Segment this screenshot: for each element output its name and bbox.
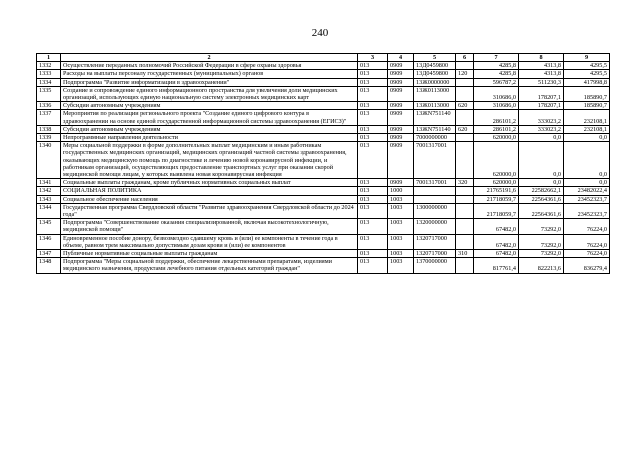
target-article-code: 13Д0459800 — [414, 70, 456, 78]
row-number: 1338 — [37, 125, 61, 133]
amount-year-1: 620000,0 — [474, 142, 519, 179]
item-name: Расходы на выплаты персоналу государственных (муниципальных) органов — [61, 70, 358, 78]
table-row — [37, 86, 610, 101]
table-body — [37, 54, 610, 274]
ministry-code: 013 — [358, 134, 388, 142]
page-number: 240 — [311, 27, 329, 39]
section-code: 0909 — [388, 70, 414, 78]
table-row — [37, 102, 610, 110]
table-row — [37, 195, 610, 203]
section-code: 1003 — [388, 203, 414, 218]
table-row — [37, 187, 610, 195]
amount-year-2: 0,0 — [519, 142, 564, 179]
amount-year-1: 286101,2 — [474, 110, 519, 125]
amount-year-3: 185890,7 — [564, 86, 610, 101]
row-number: 1348 — [37, 258, 61, 273]
amount-year-1: 310686,0 — [474, 102, 519, 110]
section-code: 0909 — [388, 142, 414, 179]
expense-type-code: 120 — [456, 70, 474, 78]
row-number: 1342 — [37, 187, 61, 195]
amount-year-1: 817761,4 — [474, 258, 519, 273]
table-row — [37, 250, 610, 258]
expense-type-code — [456, 187, 474, 195]
amount-year-1: 310686,0 — [474, 86, 519, 101]
ministry-code: 013 — [358, 219, 388, 234]
item-name: Осуществление переданных полномочий Российской Федерации в сфере охраны здоровья — [61, 62, 358, 70]
target-article-code: 1370000000 — [414, 258, 456, 273]
amount-year-2: 511230,3 — [519, 78, 564, 86]
section-code: 0909 — [388, 78, 414, 86]
ministry-code: 013 — [358, 258, 388, 273]
amount-year-3: 0,0 — [564, 134, 610, 142]
amount-year-2: 22564361,6 — [519, 195, 564, 203]
section-code: 0909 — [388, 102, 414, 110]
table-row — [37, 219, 610, 234]
section-code: 1003 — [388, 195, 414, 203]
amount-year-3: 76224,0 — [564, 219, 610, 234]
amount-year-3: 417998,8 — [564, 78, 610, 86]
target-article-code — [414, 195, 456, 203]
ministry-code: 013 — [358, 125, 388, 133]
header-cell: 3 — [358, 54, 388, 62]
table-row — [37, 62, 610, 70]
header-cell: 8 — [519, 54, 564, 62]
ministry-code: 013 — [358, 86, 388, 101]
amount-year-1: 67482,0 — [474, 234, 519, 249]
item-name: Создание и сопровождение единого информационного пространства для увеличения доли медицинских организаций, использующих единую национальную систему электронных медицинских карт — [61, 86, 358, 101]
expense-type-code — [456, 195, 474, 203]
item-name: Социальные выплаты гражданам, кроме публичных нормативных социальных выплат — [61, 179, 358, 187]
ministry-code: 013 — [358, 70, 388, 78]
amount-year-1: 596787,2 — [474, 78, 519, 86]
target-article-code: 13Ж0113000 — [414, 102, 456, 110]
table-row — [37, 78, 610, 86]
expense-type-code — [456, 110, 474, 125]
expense-type-code — [456, 142, 474, 179]
amount-year-2: 73292,0 — [519, 234, 564, 249]
table-row — [37, 70, 610, 78]
amount-year-3: 4295,5 — [564, 62, 610, 70]
expense-type-code — [456, 219, 474, 234]
expense-type-code: 620 — [456, 125, 474, 133]
amount-year-2: 333023,2 — [519, 110, 564, 125]
row-number: 1339 — [37, 134, 61, 142]
target-article-code: 7001317001 — [414, 142, 456, 179]
row-number: 1333 — [37, 70, 61, 78]
section-code: 1003 — [388, 250, 414, 258]
amount-year-2: 4313,8 — [519, 70, 564, 78]
amount-year-3: 4295,5 — [564, 70, 610, 78]
item-name: Подпрограмма "Развитие информатизации в здравоохранении" — [61, 78, 358, 86]
table-row — [37, 134, 610, 142]
amount-year-1: 21718059,7 — [474, 195, 519, 203]
expense-type-code — [456, 234, 474, 249]
amount-year-3: 23482022,4 — [564, 187, 610, 195]
amount-year-2: 178207,1 — [519, 102, 564, 110]
amount-year-1: 620000,0 — [474, 179, 519, 187]
expense-type-code: 320 — [456, 179, 474, 187]
row-number: 1347 — [37, 250, 61, 258]
amount-year-1: 67482,0 — [474, 219, 519, 234]
amount-year-2: 333023,2 — [519, 125, 564, 133]
section-code: 1003 — [388, 234, 414, 249]
item-name: Подпрограмма "Совершенствование оказания специализированной, включая высокотехнологичную, медицинской помощи" — [61, 219, 358, 234]
ministry-code: 013 — [358, 234, 388, 249]
amount-year-2: 4313,8 — [519, 62, 564, 70]
ministry-code: 013 — [358, 78, 388, 86]
amount-year-2: 73292,0 — [519, 219, 564, 234]
expense-type-code — [456, 86, 474, 101]
target-article-code — [414, 187, 456, 195]
amount-year-2: 0,0 — [519, 179, 564, 187]
amount-year-3: 76224,0 — [564, 234, 610, 249]
item-name: Субсидии автономным учреждениям — [61, 125, 358, 133]
row-number: 1336 — [37, 102, 61, 110]
item-name: Субсидии автономным учреждениям — [61, 102, 358, 110]
row-number: 1345 — [37, 219, 61, 234]
budget-table — [36, 53, 610, 274]
amount-year-3: 23452323,7 — [564, 203, 610, 218]
ministry-code: 013 — [358, 62, 388, 70]
section-code: 0909 — [388, 179, 414, 187]
amount-year-1: 21718059,7 — [474, 203, 519, 218]
target-article-code: 7000000000 — [414, 134, 456, 142]
row-number: 1332 — [37, 62, 61, 70]
amount-year-1: 67482,0 — [474, 250, 519, 258]
amount-year-3: 232108,1 — [564, 125, 610, 133]
amount-year-1: 21765191,6 — [474, 187, 519, 195]
ministry-code: 013 — [358, 179, 388, 187]
row-number: 1340 — [37, 142, 61, 179]
expense-type-code — [456, 258, 474, 273]
target-article-code: 13Д0459800 — [414, 62, 456, 70]
section-code: 1000 — [388, 187, 414, 195]
table-row — [37, 142, 610, 179]
section-code: 0909 — [388, 110, 414, 125]
item-name: Публичные нормативные социальные выплаты гражданам — [61, 250, 358, 258]
item-name: Подпрограмма "Меры социальной поддержки, обеспечение лекарственными препаратами, изделиями медицинского назначения, продуктами лечебного питания отдельных категорий граждан" — [61, 258, 358, 273]
target-article-code: 1320717000 — [414, 234, 456, 249]
amount-year-2: 822213,6 — [519, 258, 564, 273]
section-code: 0909 — [388, 62, 414, 70]
row-number: 1341 — [37, 179, 61, 187]
section-code: 1003 — [388, 258, 414, 273]
expense-type-code — [456, 78, 474, 86]
row-number: 1346 — [37, 234, 61, 249]
amount-year-3: 0,0 — [564, 142, 610, 179]
item-name: Социальное обеспечение населения — [61, 195, 358, 203]
ministry-code: 013 — [358, 110, 388, 125]
ministry-code: 013 — [358, 102, 388, 110]
target-article-code: 7001317001 — [414, 179, 456, 187]
expense-type-code: 620 — [456, 102, 474, 110]
header-cell: 1 — [37, 54, 61, 62]
amount-year-1: 4285,8 — [474, 62, 519, 70]
row-number: 1335 — [37, 86, 61, 101]
row-number: 1337 — [37, 110, 61, 125]
amount-year-2: 22582662,1 — [519, 187, 564, 195]
amount-year-3: 185890,7 — [564, 102, 610, 110]
section-code: 0909 — [388, 86, 414, 101]
row-number: 1334 — [37, 78, 61, 86]
target-article-code: 13ЖN751140 — [414, 110, 456, 125]
item-name: Единовременное пособие донору, безвозмездно сдавшему кровь и (или) ее компоненты в течение года в объеме, равном трем максимально допустимым дозам крови и (или) ее компонентов — [61, 234, 358, 249]
table-row — [37, 179, 610, 187]
row-number: 1344 — [37, 203, 61, 218]
header-cell: 7 — [474, 54, 519, 62]
item-name: Меры социальной поддержки в форме дополнительных выплат медицинским и иным работникам государственных медицинских организаций, медицинских организаций частной системы здравоохранения, оказывающих медицинскую помощь по диагностике и лечению новой коронавирусной инфекции, и работникам организаций, осуществляющих предоставление транспортных услуг при оказании скорой медицинской помощи лицам, у которых выявлена новая коронавирусная инфекция — [61, 142, 358, 179]
target-article-code: 13Ж0113000 — [414, 86, 456, 101]
item-name: Государственная программа Свердловской области "Развитие здравоохранения Свердловской области до 2024 года" — [61, 203, 358, 218]
table-row — [37, 110, 610, 125]
amount-year-3: 23452323,7 — [564, 195, 610, 203]
amount-year-2: 178207,1 — [519, 86, 564, 101]
expense-type-code — [456, 134, 474, 142]
expense-type-code: 310 — [456, 250, 474, 258]
row-number: 1343 — [37, 195, 61, 203]
amount-year-2: 22564361,6 — [519, 203, 564, 218]
header-cell: 4 — [388, 54, 414, 62]
header-cell: 5 — [414, 54, 456, 62]
table-row — [37, 203, 610, 218]
amount-year-2: 73292,0 — [519, 250, 564, 258]
item-name: Непрограммные направления деятельности — [61, 134, 358, 142]
amount-year-3: 0,0 — [564, 179, 610, 187]
header-cell: 9 — [564, 54, 610, 62]
ministry-code: 013 — [358, 203, 388, 218]
amount-year-1: 620000,0 — [474, 134, 519, 142]
section-code: 0909 — [388, 134, 414, 142]
table-row — [37, 234, 610, 249]
ministry-code: 013 — [358, 187, 388, 195]
item-name: СОЦИАЛЬНАЯ ПОЛИТИКА — [61, 187, 358, 195]
expense-type-code — [456, 62, 474, 70]
target-article-code: 13ЖN751140 — [414, 125, 456, 133]
section-code: 0909 — [388, 125, 414, 133]
ministry-code: 013 — [358, 142, 388, 179]
header-cell: 6 — [456, 54, 474, 62]
ministry-code: 013 — [358, 250, 388, 258]
target-article-code: 1300000000 — [414, 203, 456, 218]
table-row — [37, 258, 610, 273]
amount-year-2: 0,0 — [519, 134, 564, 142]
expense-type-code — [456, 203, 474, 218]
ministry-code: 013 — [358, 195, 388, 203]
target-article-code: 1320000000 — [414, 219, 456, 234]
amount-year-3: 232108,1 — [564, 110, 610, 125]
amount-year-3: 76224,0 — [564, 250, 610, 258]
section-code: 1003 — [388, 219, 414, 234]
target-article-code: 13Ж0000000 — [414, 78, 456, 86]
amount-year-1: 286101,2 — [474, 125, 519, 133]
amount-year-1: 4285,8 — [474, 70, 519, 78]
header-cell: 2 — [61, 54, 358, 62]
target-article-code: 1320717000 — [414, 250, 456, 258]
table-row — [37, 125, 610, 133]
item-name: Мероприятия по реализации регионального проекта "Создание единого цифрового контура в здравоохранении на основе единой государственной информационной системы здравоохранения (ЕГИСЗ)" — [61, 110, 358, 125]
table-header-row — [37, 54, 610, 62]
amount-year-3: 836279,4 — [564, 258, 610, 273]
